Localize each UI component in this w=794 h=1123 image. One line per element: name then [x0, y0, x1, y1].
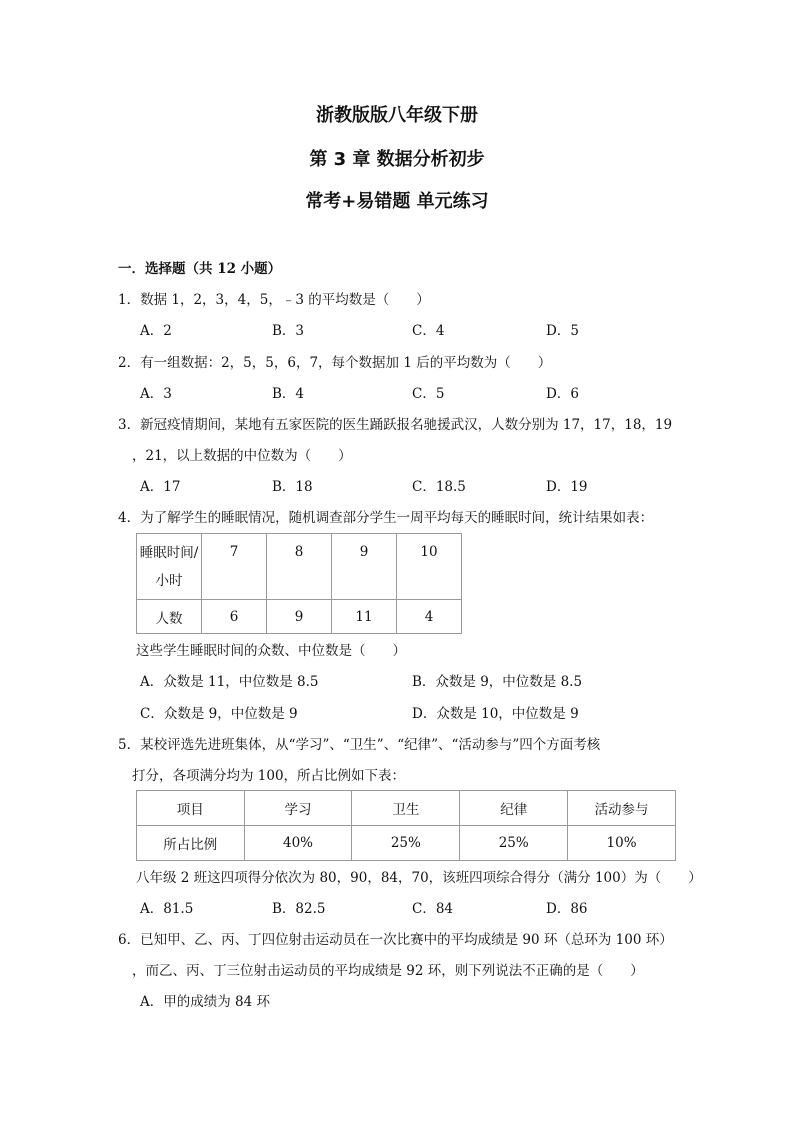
q3-option-b: B．18 — [272, 479, 313, 495]
table-cell: 25% — [352, 826, 460, 861]
table-header-cell: 人数 — [137, 600, 202, 634]
q6-option-a: A．甲的成绩为 84 环 — [140, 994, 271, 1010]
question-6-stem-line1: 6．已知甲、乙、丙、丁四位射击运动员在一次比赛中的平均成绩是 90 环（总环为 100 环） — [118, 932, 673, 948]
ratio-table — [136, 790, 676, 861]
question-3-stem-line2: ，21，以上数据的中位数为（ ） — [132, 448, 352, 464]
doc-title: 浙教版版八年级下册 — [316, 105, 478, 126]
table-cell: 25% — [460, 826, 568, 861]
question-4-followup: 这些学生睡眠时间的众数、中位数是（ ） — [136, 643, 406, 659]
question-4-stem: 4．为了解学生的睡眠情况，随机调查部分学生一周平均每天的睡眠时间，统计结果如表： — [118, 510, 654, 526]
table-cell: 9 — [267, 600, 332, 634]
q4-option-a: A．众数是 11，中位数是 8.5 — [140, 674, 319, 690]
table-header-cell: 活动参与 — [568, 791, 676, 826]
sleep-time-table — [136, 533, 462, 634]
q4-option-c: C．众数是 9，中位数是 9 — [140, 706, 298, 722]
table-cell: 10 — [397, 534, 462, 600]
table-header-cell: 睡眠时间/ 小时 — [137, 534, 202, 600]
q4-option-d: D．众数是 10，中位数是 9 — [412, 706, 579, 722]
section-heading: 一．选择题（共 12 小题） — [118, 261, 282, 277]
question-5-stem-line2: 打分，各项满分均为 100，所占比例如下表： — [132, 768, 406, 784]
table-cell: 6 — [202, 600, 267, 634]
q2-option-b: B．4 — [272, 386, 305, 402]
q3-option-c: C．18.5 — [412, 479, 466, 495]
table-header-cell: 纪律 — [460, 791, 568, 826]
q5-option-b: B．82.5 — [272, 901, 326, 917]
question-1-stem: 1．数据 1，2，3，4，5，﹣3 的平均数是（ ） — [118, 292, 430, 308]
q1-option-d: D．5 — [546, 323, 579, 339]
table-header-cell: 项目 — [137, 791, 245, 826]
question-6-stem-line2: ，而乙、丙、丁三位射击运动员的平均成绩是 92 环，则下列说法不正确的是（ ） — [132, 963, 644, 979]
q3-option-a: A．17 — [140, 479, 181, 495]
chapter-title: 第 3 章 数据分析初步 — [309, 149, 485, 170]
table-cell: 10% — [568, 826, 676, 861]
q1-option-c: C．4 — [412, 323, 445, 339]
q1-option-b: B．3 — [272, 323, 305, 339]
table-cell: 所占比例 — [137, 826, 245, 861]
subtitle: 常考+易错题 单元练习 — [305, 191, 489, 212]
table-cell: 40% — [244, 826, 352, 861]
table-header-cell: 卫生 — [352, 791, 460, 826]
table-cell: 9 — [332, 534, 397, 600]
q4-option-b: B．众数是 9，中位数是 8.5 — [412, 674, 583, 690]
table-cell: 7 — [202, 534, 267, 600]
q2-option-d: D．6 — [546, 386, 579, 402]
question-2-stem: 2．有一组数据：2，5，5，6，7，每个数据加 1 后的平均数为（ ） — [118, 355, 552, 371]
q5-option-c: C．84 — [412, 901, 454, 917]
q3-option-d: D．19 — [546, 479, 588, 495]
table-header-cell: 学习 — [244, 791, 352, 826]
question-3-stem-line1: 3．新冠疫情期间，某地有五家医院的医生踊跃报名驰援武汉，人数分别为 17，17，18，19 — [118, 417, 673, 433]
q5-option-d: D．86 — [546, 901, 588, 917]
q5-option-a: A．81.5 — [140, 901, 194, 917]
table-cell: 8 — [267, 534, 332, 600]
q2-option-a: A．3 — [140, 386, 172, 402]
q2-option-c: C．5 — [412, 386, 445, 402]
question-5-followup: 八年级 2 班这四项得分依次为 80，90，84，70，该班四项综合得分（满分 100）为（ ） — [136, 870, 702, 886]
question-5-stem-line1: 5．某校评选先进班集体，从“学习”、“卫生”、“纪律”、“活动参与”四个方面考核 — [118, 737, 601, 753]
table-cell: 4 — [397, 600, 462, 634]
table-cell: 11 — [332, 600, 397, 634]
q1-option-a: A．2 — [140, 323, 172, 339]
